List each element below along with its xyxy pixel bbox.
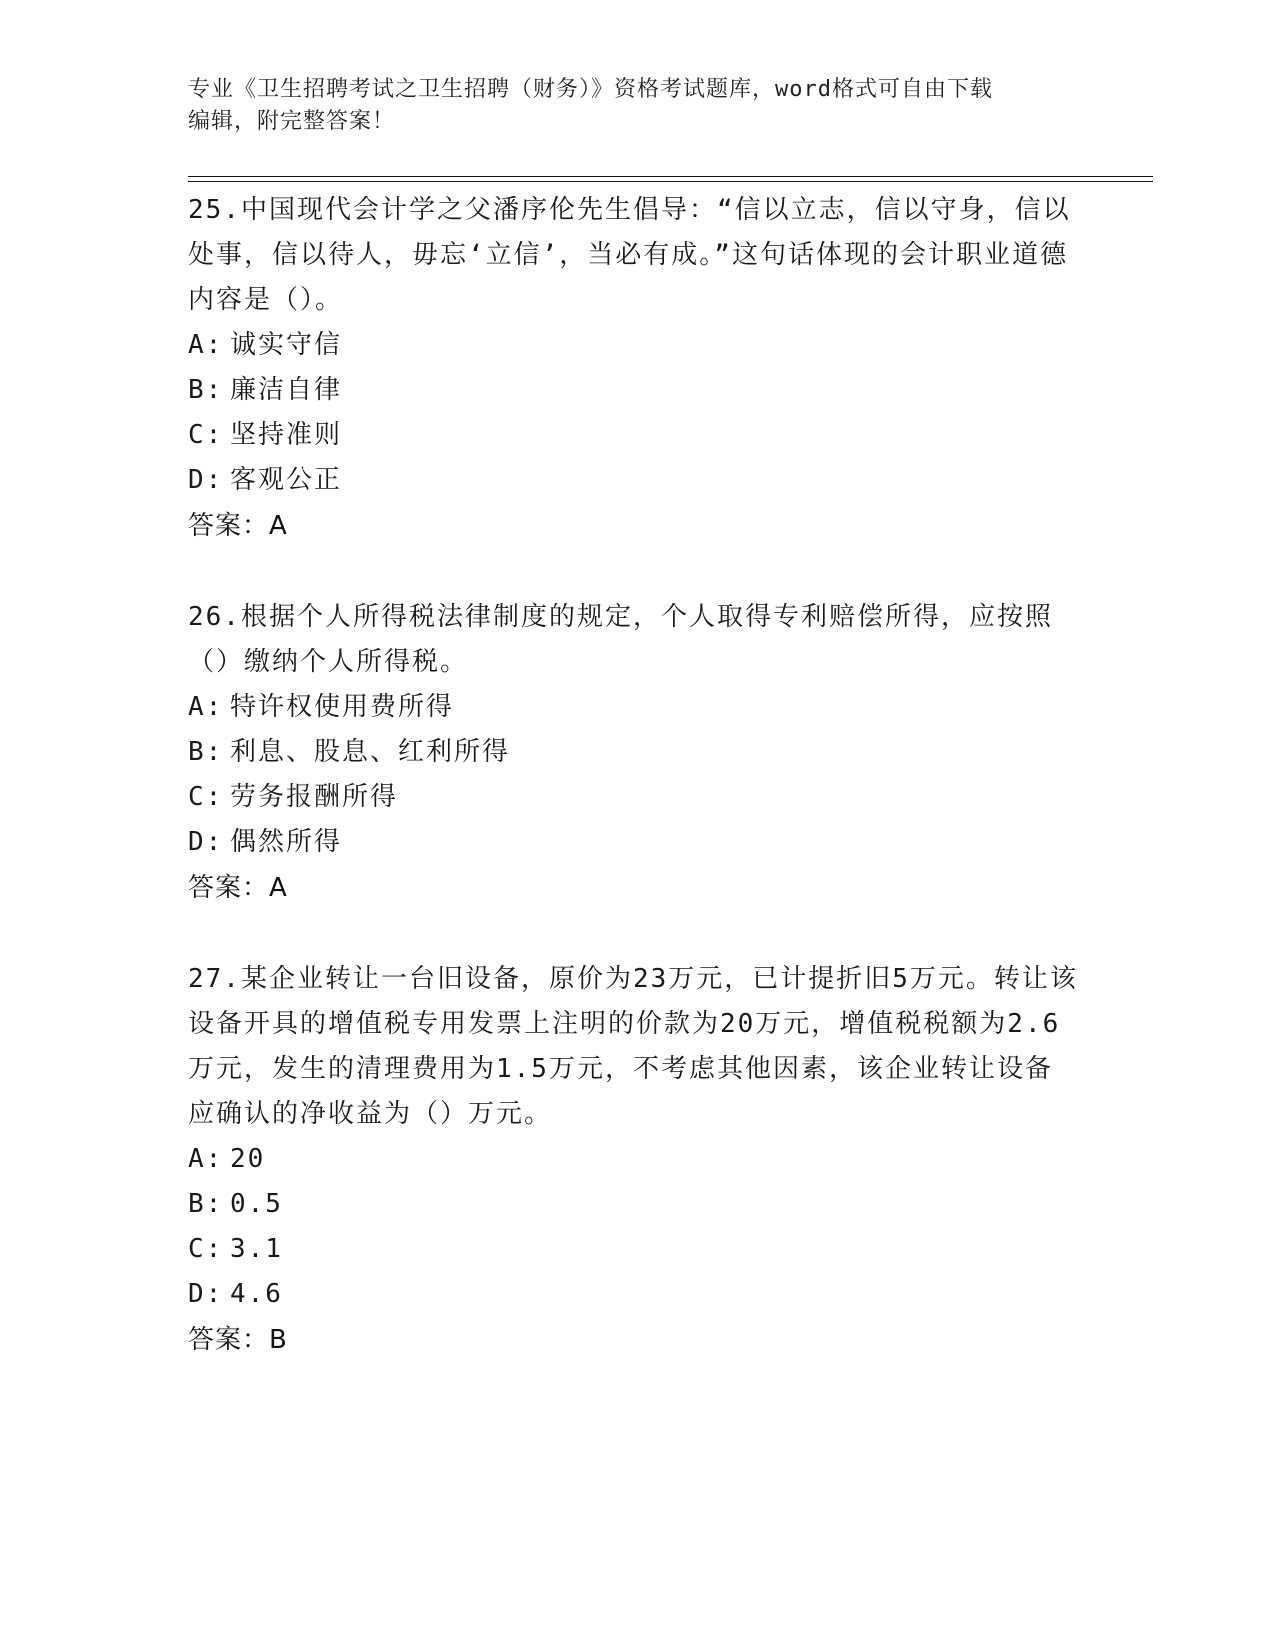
option-text: 廉洁自律 [230, 375, 343, 405]
option-text: 坚持准则 [230, 420, 343, 450]
option-d [188, 458, 1078, 503]
header-divider-top [188, 176, 1153, 177]
option-letter: D: [188, 827, 224, 857]
option-text: 20 [230, 1144, 266, 1174]
option-letter: B: [188, 737, 224, 767]
option-text: 偶然所得 [230, 827, 343, 857]
answer-label: 答案： [188, 873, 270, 903]
option-text: 4.6 [230, 1279, 283, 1309]
answer-value: B [269, 1325, 288, 1355]
option-d [188, 1272, 1078, 1317]
option-text: 0.5 [230, 1189, 283, 1219]
option-text: 特许权使用费所得 [230, 692, 455, 722]
answer-value: A [269, 873, 288, 903]
option-text: 利息、股息、红利所得 [230, 737, 511, 767]
option-c [188, 775, 1078, 820]
document-header [188, 74, 1088, 138]
question-26 [188, 595, 1078, 911]
header-line-2: 编辑，附完整答案！ [188, 109, 396, 134]
header-line-1: 专业《卫生招聘考试之卫生招聘（财务）》资格考试题库，word格式可自由下载 [188, 77, 993, 102]
option-text: 诚实守信 [230, 330, 343, 360]
option-c [188, 413, 1078, 458]
option-letter: D: [188, 465, 224, 495]
question-27 [188, 957, 1078, 1363]
answer-label: 答案： [188, 511, 270, 541]
question-list [188, 188, 1078, 1409]
option-letter: A: [188, 330, 224, 360]
question-text: 26.根据个人所得税法律制度的规定，个人取得专利赔偿所得，应按照（）缴纳个人所得税。 [188, 602, 1053, 677]
answer-line [188, 865, 1078, 911]
option-letter: A: [188, 1144, 224, 1174]
option-letter: C: [188, 782, 224, 812]
option-text: 劳务报酬所得 [230, 782, 399, 812]
answer-label: 答案： [188, 1325, 270, 1355]
option-letter: B: [188, 1189, 224, 1219]
question-text: 25.中国现代会计学之父潘序伦先生倡导：“信以立志，信以守身，信以处事，信以待人，毋忘‘立信’，当必有成。”这句话体现的会计职业道德内容是（）。 [188, 195, 1071, 315]
question-25 [188, 188, 1078, 549]
option-a [188, 323, 1078, 368]
option-letter: C: [188, 1234, 224, 1264]
answer-value: A [269, 511, 288, 541]
option-b [188, 368, 1078, 413]
option-letter: A: [188, 692, 224, 722]
option-letter: C: [188, 420, 224, 450]
option-text: 客观公正 [230, 465, 343, 495]
question-text: 27.某企业转让一台旧设备，原价为23万元，已计提折旧5万元。转让该设备开具的增值税专用发票上注明的价款为20万元，增值税税额为2.6万元，发生的清理费用为1.5万元，不考虑其他因素，该企业转让设备应确认的净收益为（）万元。 [188, 964, 1078, 1129]
option-d [188, 820, 1078, 865]
option-b [188, 1182, 1078, 1227]
option-c [188, 1227, 1078, 1272]
option-a [188, 1137, 1078, 1182]
header-divider-bottom [188, 181, 1153, 182]
option-a [188, 685, 1078, 730]
answer-line [188, 503, 1078, 549]
option-letter: D: [188, 1279, 224, 1309]
answer-line [188, 1317, 1078, 1363]
option-b [188, 730, 1078, 775]
option-letter: B: [188, 375, 224, 405]
option-text: 3.1 [230, 1234, 283, 1264]
